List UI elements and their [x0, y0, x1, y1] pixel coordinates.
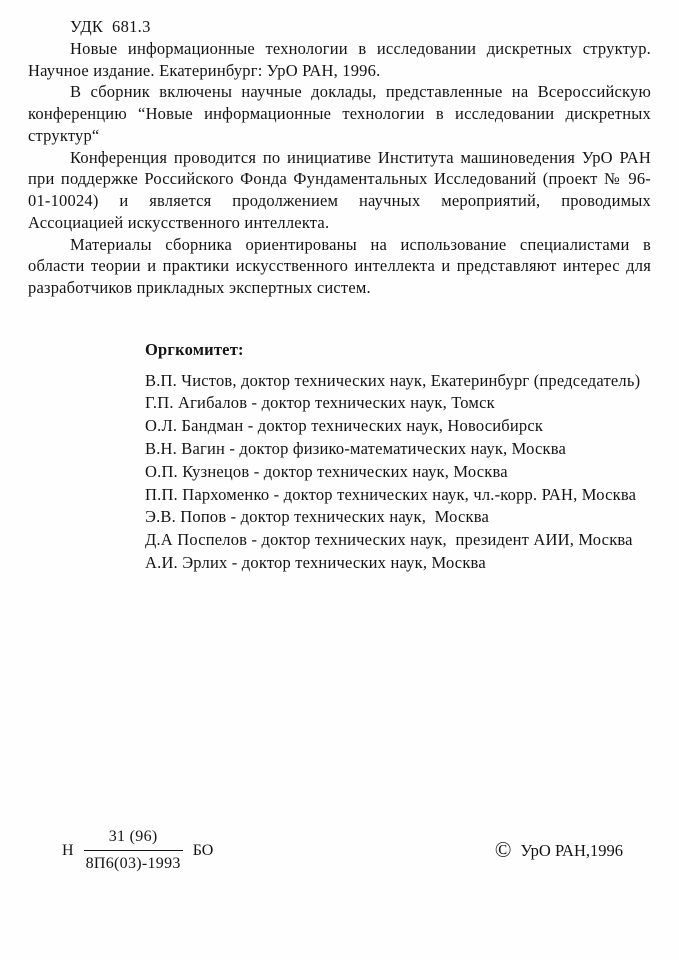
imprint-text-block	[28, 38, 651, 299]
paragraph-collection-description: В сборник включены научные доклады, представленные на Всероссийскую конференцию “Новые информационные технологии в исследовании дискретных структур“	[28, 82, 651, 145]
page-footer	[28, 828, 651, 873]
paragraph-title-edition: Новые информационные технологии в исследовании дискретных структур. Научное издание. Екатеринбург: УрО РАН, 1996.	[28, 38, 651, 80]
classification-suffix: БО	[192, 841, 214, 859]
classification-numerator: 31 (96)	[84, 828, 183, 851]
classification-prefix: Н	[62, 841, 74, 859]
organizing-committee-heading: Оргкомитет:	[145, 339, 244, 359]
classification-fraction	[84, 828, 183, 873]
copyright-text: УрО РАН,1996	[520, 840, 623, 860]
committee-member: Г.П. Агибалов - доктор технических наук, Томск	[145, 393, 495, 413]
paragraph-target-audience: Материалы сборника ориентированы на использование специалистами в области теории и практики искусственного интеллекта и представляют интерес для разработчиков прикладных экспертных систем.	[28, 234, 651, 298]
library-classification-mark	[62, 828, 213, 873]
committee-member: В.Н. Вагин - доктор физико-математических наук, Москва	[145, 439, 567, 459]
committee-member: О.Л. Бандман - доктор технических наук, Новосибирск	[145, 416, 544, 436]
committee-member: А.И. Эрлих - доктор технических наук, Москва	[145, 552, 486, 572]
committee-member: В.П. Чистов, доктор технических наук, Екатеринбург (председатель)	[145, 370, 641, 390]
committee-member: Э.В. Попов - доктор технических наук, Москва	[145, 507, 490, 527]
organizing-committee-section	[145, 339, 651, 574]
copyright-notice	[494, 836, 623, 862]
committee-member: Д.А Поспелов - доктор технических наук, президент АИИ, Москва	[145, 530, 633, 550]
paragraph-conference-initiative: Конференция проводится по инициативе Института машиноведения УрО РАН при поддержке Российского Фонда Фундаментальных Исследований (проект № 96-01-10024) и является продолжением научных мероприятий, проводимых Ассоциацией искусственного интеллекта.	[28, 147, 651, 232]
udk-classification-line: УДК 681.3	[70, 17, 151, 36]
committee-member: О.П. Кузнецов - доктор технических наук, Москва	[145, 461, 508, 481]
committee-member: П.П. Пархоменко - доктор технических наук, чл.-корр. РАН, Москва	[145, 484, 637, 504]
classification-denominator: 8П6(03)-1993	[85, 855, 181, 872]
copyright-icon: ©	[494, 836, 512, 862]
